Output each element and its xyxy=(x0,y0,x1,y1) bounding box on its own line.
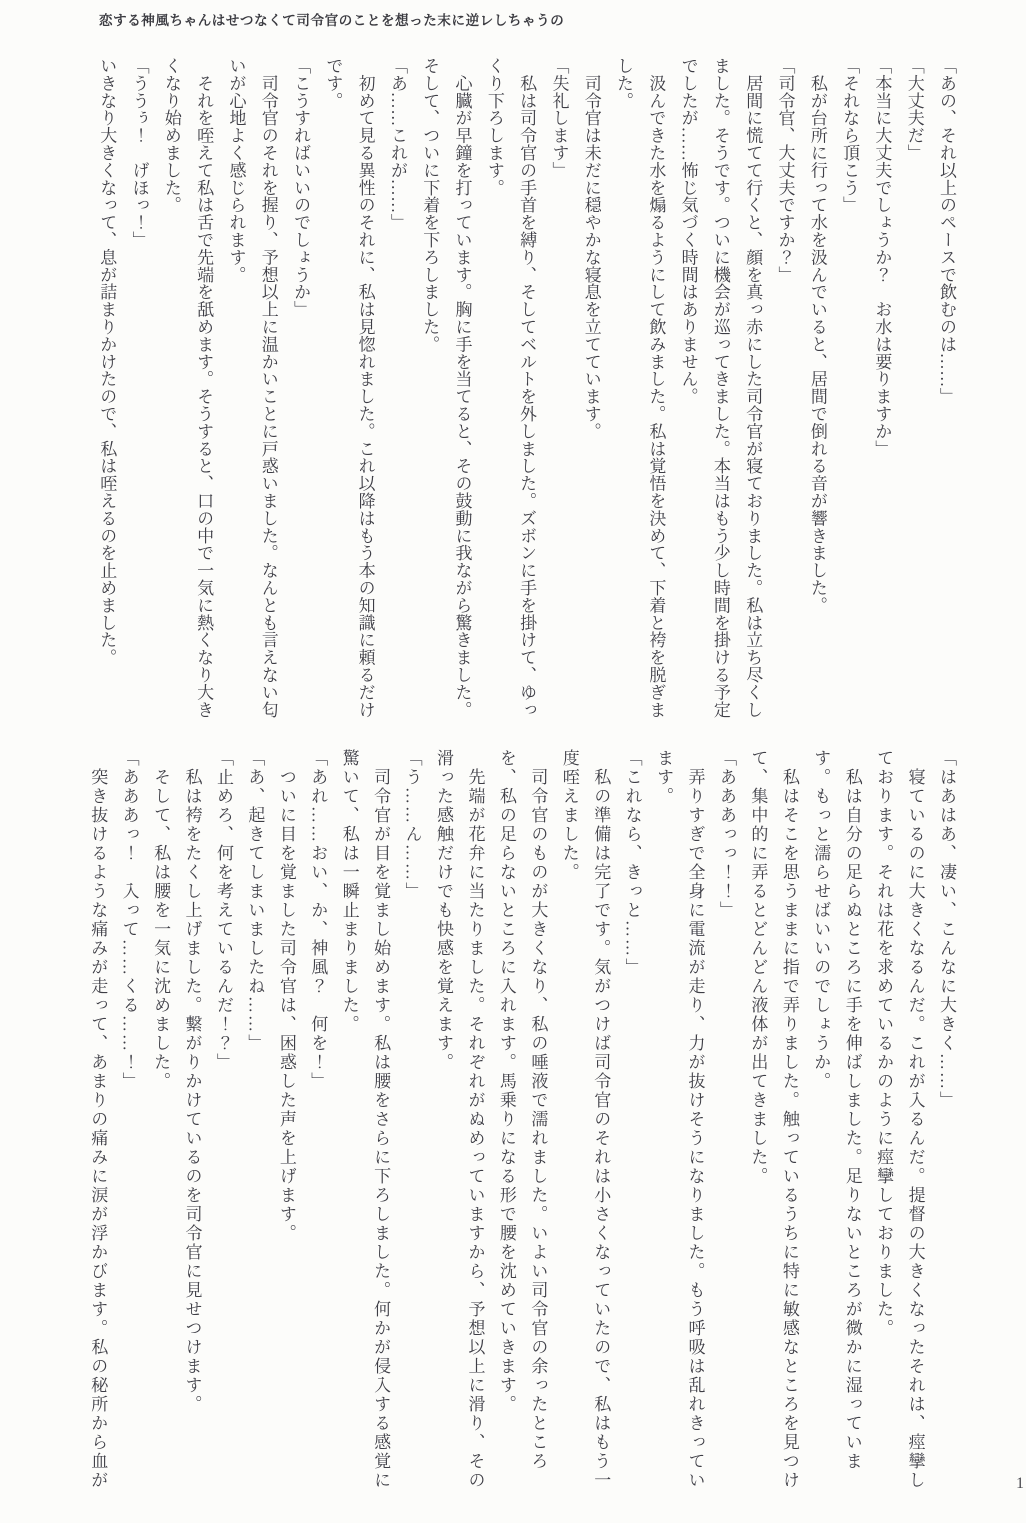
paragraph: 「止めろ、何を考えているんだ！？」 xyxy=(213,749,233,1072)
paragraph: 「それなら頂こう」 xyxy=(840,57,860,214)
paragraph: 「司令官、大丈夫ですか？」 xyxy=(775,57,795,284)
page-number: 1 xyxy=(1016,1475,1024,1492)
text-block-bottom xyxy=(82,749,962,1493)
paragraph: 「あああっ！ 入って……くる……！」 xyxy=(119,749,139,1091)
paragraph: 「こうすればいいのでしょうか」 xyxy=(291,57,311,318)
paragraph: 「ううぅ！ げほっ！」 xyxy=(129,57,149,249)
paragraph: ついに目を覚ました司令官は、困惑した声を上げます。 xyxy=(276,749,296,1243)
paragraph: 「あああっっ！！」 xyxy=(716,749,736,920)
paragraph: 私は司令官の手首を縛り、そしてベルトを外しました。ズボンに手を掛けて、ゆっくり下ろします。 xyxy=(484,57,537,719)
paragraph: 先端が花弁に当たりました。それぞれがぬめっていますから、予想以上に滑り、その滑った感触だけでも快感を覚えます。 xyxy=(434,749,485,1490)
paragraph: 心臓が早鐘を打っています。胸に手を当てると、その鼓動に我ながら驚きました。そして、ついに下着を下ろしました。 xyxy=(420,57,472,719)
paragraph: 司令官のものが大きくなり、私の唾液で濡れました。いよい司令官の余ったところを、私の足らないところに入れます。馬乗りになる形で腰を沈めていきます。 xyxy=(496,749,548,1471)
paragraph: 「あ、起きてしまいましたね……」 xyxy=(245,749,265,1053)
page-title: 恋する神風ちゃんはせつなくて司令官のことを想った末に逆レしちゃうの xyxy=(99,13,565,28)
paragraph: 私が台所に行って水を汲んでいると、居間で倒れる音が響きました。 xyxy=(807,57,827,614)
paragraph: いきなり大きくなって、息が詰まりかけたので、私は咥えるのを止めました。 xyxy=(97,57,117,666)
paragraph: 「はあはあ、凄い、こんなに大きく……」 xyxy=(937,749,956,1110)
paragraph: 「う……ん……」 xyxy=(402,749,422,901)
paragraph: 司令官は未だに穏やかな寝息を立てています。 xyxy=(581,57,601,440)
text-block-top xyxy=(90,57,962,735)
paragraph: 「あ……これが……」 xyxy=(387,57,407,231)
paragraph: 突き抜けるような痛みが走って、あまりの痛みに涙が浮かびます。私の秘所から血が xyxy=(88,749,108,1490)
paragraph: 初めて見る異性のそれに、私は見惚れました。これ以降はもう本の知識に頼るだけです。 xyxy=(323,57,375,719)
paragraph: 司令官のそれを握り、予想以上に温かいことに戸惑いました。なんとも言えない匂いが心地よく感じられます。 xyxy=(226,57,278,719)
paragraph: 汲んできた水を煽るようにして飲みました。私は覚悟を決めて、下着と袴を脱ぎました。 xyxy=(614,57,666,719)
paragraph: 私は自分の足らぬところに手を伸ばしました。足りないところが微かに湿っています。もっと濡らせばいいのでしょうか。 xyxy=(811,749,862,1471)
paragraph: 私はそこを思うままに指で弄りました。触っているうちに特に敏感なところを見つけて、集中的に弄るとどんどん液体が出てきました。 xyxy=(748,749,799,1490)
paragraph: 司令官が目を覚まし始めます。私は腰をさらに下ろしました。何かが侵入する感覚に驚いて、私は一瞬止まりました。 xyxy=(339,749,391,1490)
paragraph: 「大丈夫だ」 xyxy=(904,57,924,162)
paragraph: 私は袴をたくし上げました。繋がりかけているのを司令官に見せつけます。 xyxy=(182,749,202,1414)
paragraph: 「失礼します」 xyxy=(549,57,569,179)
paragraph: 弄りすぎで全身に電流が走り、力が抜けそうになりました。もう呼吸は乱れきっています。 xyxy=(654,749,705,1490)
paragraph: 「本当に大丈夫でしょうか？ お水は要りますか」 xyxy=(872,57,892,458)
paragraph: 居間に慌てて行くと、顔を真っ赤にした司令官が寝ておりました。私は立ち尽くしました。そうです。ついに機会が巡ってきました。本当はもう少し時間を掛ける予定でしたが……怖じ気づく時間はありません。 xyxy=(678,57,763,719)
paragraph: 「これなら、きっと……」 xyxy=(622,749,642,977)
paragraph: 「あれ……おい、か、神風？ 何を！」 xyxy=(308,749,328,1091)
paragraph: それを咥えて私は舌で先端を舐めます。そうすると、口の中で一気に熱くなり大きくなり始めました。 xyxy=(161,57,214,719)
paragraph: 私の準備は完了です。気がつけば司令官のそれは小さくなっていたので、私はもう一度咥えました。 xyxy=(559,749,611,1490)
paragraph: 寝ているのに大きくなるんだ。これが入るんだ。提督の大きくなったそれは、痙攣しております。それは花を求めているかのように痙攣しておりました。 xyxy=(874,749,925,1490)
paragraph: 「あの、それ以上のペースで飲むのは……」 xyxy=(937,57,956,405)
paragraph: そして、私は腰を一気に沈めました。 xyxy=(151,749,171,1091)
